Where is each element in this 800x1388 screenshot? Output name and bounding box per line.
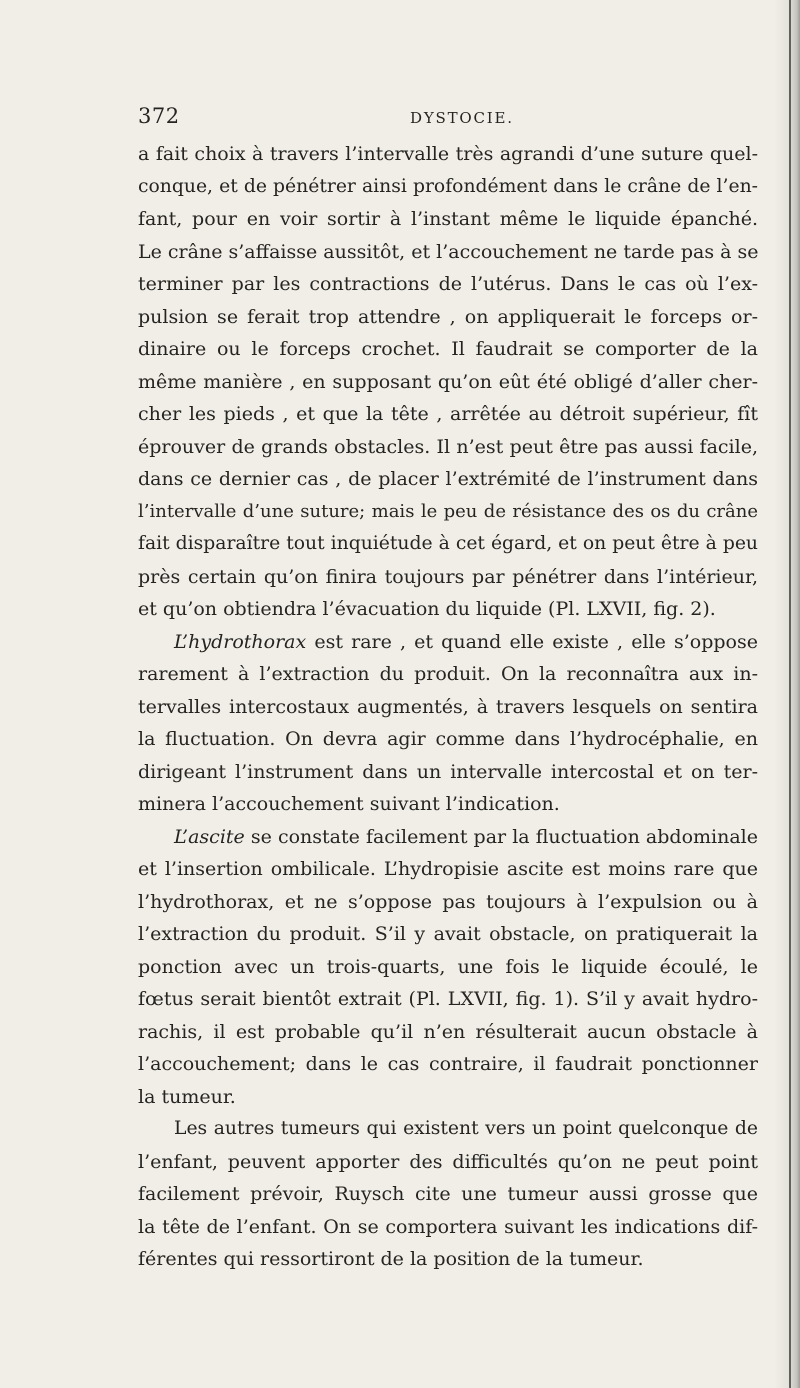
text-line — [138, 821, 758, 854]
text-line: et l’insertion ombilicale. L’hydropisie ascite est moins rare que — [138, 858, 758, 880]
text-line: terminer par les contractions de l’utérus. Dans le cas où l’ex- — [138, 273, 758, 295]
text-line: l’intervalle d’une suture; mais le peu de résistance des os du crâne — [138, 500, 758, 522]
text-line: l’extraction du produit. S’il y avait obstacle, on pratiquerait la — [138, 923, 758, 945]
text-line: ponction avec un trois-quarts, une fois le liquide écoulé, le — [138, 955, 758, 978]
italic-term: L’hydrothorax — [174, 630, 307, 653]
text-line: Le crâne s’affaisse aussitôt, et l’accouchement ne tarde pas à se — [138, 240, 759, 263]
running-head: DYSTOCIE. — [410, 109, 514, 127]
text-line: près certain qu’on finira toujours par pénétrer dans l’intérieur, — [138, 565, 758, 588]
page-edge-line — [789, 0, 791, 1388]
italic-term: L’ascite — [174, 825, 245, 848]
text-line: pulsion se ferait trop attendre , on appliquerait le forceps or- — [138, 305, 758, 328]
text-line: rachis, il est probable qu’il n’en résulterait aucun obstacle à — [138, 1020, 758, 1043]
text-line: cher les pieds , et que la tête , arrêtée au détroit supérieur, fît — [138, 403, 758, 425]
text-line: rarement à l’extraction du produit. On la reconnaîtra aux in- — [138, 663, 758, 685]
text-line: minera l’accouchement suivant l’indication. — [138, 793, 560, 815]
paragraph-hydrothorax — [138, 626, 758, 821]
text-line — [138, 626, 758, 659]
text-line: conque, et de pénétrer ainsi profondément dans le crâne de l’en- — [138, 175, 758, 197]
text-line: férentes qui ressortiront de la position de la tumeur. — [138, 1248, 644, 1270]
text-line: l’hydrothorax, et ne s’oppose pas toujours à l’expulsion ou à — [138, 890, 758, 913]
text-line: la tumeur. — [138, 1085, 236, 1108]
page-edge-shadow — [774, 0, 800, 1388]
page-header — [138, 104, 758, 134]
text-line: fœtus serait bientôt extrait (Pl. LXVII, fig. 1). S’il y avait hydro- — [138, 988, 758, 1010]
text-line: et qu’on obtiendra l’évacuation du liquide (Pl. LXVII, fig. 2). — [138, 598, 716, 620]
text-line: a fait choix à travers l’intervalle très agrandi d’une suture quel- — [138, 143, 758, 165]
paragraph-hydrocephalie-continued — [138, 138, 758, 626]
text-line: la fluctuation. On devra agir comme dans l’hydrocéphalie, en — [138, 728, 758, 750]
text-line: même manière , en supposant qu’on eût été obligé d’aller cher- — [138, 370, 758, 393]
text-line: éprouver de grands obstacles. Il n’est peut être pas aussi facile, — [138, 435, 758, 458]
text-line: Les autres tumeurs qui existent vers un point quelconque de — [174, 1118, 758, 1139]
page-number: 372 — [138, 104, 180, 128]
text-line: l’enfant, peuvent apporter des difficultés qu’on ne peut point — [138, 1150, 758, 1173]
text-line: dans ce dernier cas , de placer l’extrémité de l’instrument dans — [138, 468, 758, 490]
text-line: fant, pour en voir sortir à l’instant même le liquide épanché. — [138, 208, 758, 230]
text-line: fait disparaître tout inquiétude à cet égard, et on peut être à peu — [138, 533, 758, 554]
text-line: dirigeant l’instrument dans un intervalle intercostal et on ter- — [138, 760, 758, 783]
paragraph-autres-tumeurs — [138, 1113, 758, 1276]
text-line: dinaire ou le forceps crochet. Il faudrait se comporter de la — [138, 338, 758, 360]
text-line: tervalles intercostaux augmentés, à travers lesquels on sentira — [138, 695, 758, 718]
paragraph-ascite — [138, 821, 758, 1114]
text-line: facilement prévoir, Ruysch cite une tumeur aussi grosse que — [138, 1183, 758, 1205]
text-line: l’accouchement; dans le cas contraire, il faudrait ponctionner — [138, 1053, 758, 1075]
body-text — [138, 138, 758, 1276]
text-run: est rare , et quand elle existe , elle s’oppose — [306, 630, 758, 653]
text-run: se constate facilement par la fluctuation abdominale — [244, 825, 758, 848]
text-line: la tête de l’enfant. On se comportera suivant les indications dif- — [138, 1215, 758, 1238]
